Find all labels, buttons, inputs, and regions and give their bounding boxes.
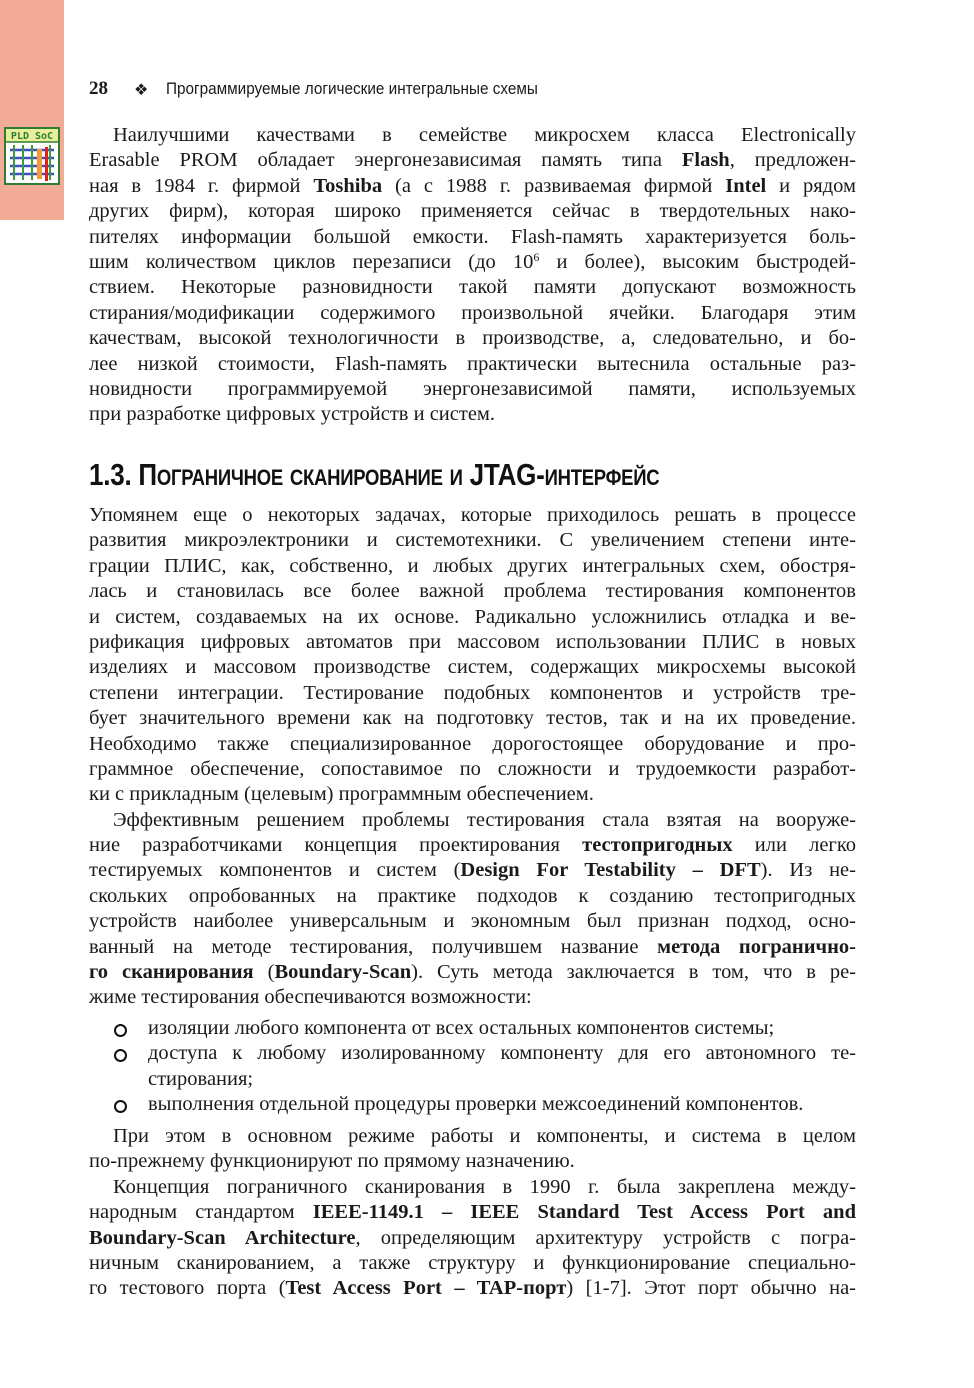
text-run: и систем, создаваемых на их основе. Радикально усложнились отладка и ве- xyxy=(89,605,856,628)
text-line xyxy=(89,782,856,807)
text-run: При этом в основном режиме работы и компоненты, и система в целом xyxy=(113,1125,856,1147)
text-run: ная в 1984 г. фирмой xyxy=(89,174,314,197)
text-line xyxy=(89,123,856,148)
text-run: устройств наиболее универсальным и экономным был признан подход, осно- xyxy=(89,910,856,933)
text-run: , определяющим архитектуру устройств с погра- xyxy=(355,1226,856,1249)
text-run: новидности программируемой энергонезависимой памяти, используемых xyxy=(89,377,856,400)
text-run: ствием. Некоторые разновидности такой памяти допускают возможность xyxy=(89,276,856,299)
text-run: развития микроэлектроники и системотехники. С увеличением степени инте- xyxy=(89,529,856,552)
text-run: ) [1-7]. Этот порт обычно на- xyxy=(566,1277,857,1300)
text-line xyxy=(89,1226,856,1251)
text-line xyxy=(89,579,856,604)
text-line xyxy=(89,554,856,579)
text-run: (а с 1988 г. развиваемая фирмой xyxy=(382,174,726,197)
text-line xyxy=(89,808,856,833)
text-run: граммное обеспечение, сопоставимое по сложности и трудоемкости разработ- xyxy=(89,757,856,780)
bold-term: Intel xyxy=(725,174,767,197)
bold-term: Flash xyxy=(681,149,730,172)
text-line xyxy=(89,935,856,960)
superscript: 6 xyxy=(533,249,540,264)
paragraph xyxy=(89,503,856,808)
text-run: Наилучшими качествами в семействе микросхем класса Electronically xyxy=(113,124,856,146)
text-run: рификация цифровых автоматов при массовом использовании ПЛИС в новых xyxy=(89,630,856,653)
bold-term: Design For Testability – DFT xyxy=(460,859,761,882)
text-line xyxy=(89,250,856,275)
text-line xyxy=(89,1251,856,1276)
text-run: или легко xyxy=(732,834,857,857)
text-line xyxy=(89,605,856,630)
text-line xyxy=(89,377,856,402)
text-line xyxy=(89,655,856,680)
text-line xyxy=(89,757,856,782)
text-line xyxy=(89,301,856,326)
text-line xyxy=(89,148,856,173)
text-run: и более), высоким быстродей- xyxy=(539,250,856,273)
text-run: народным стандартом xyxy=(89,1201,313,1224)
text-run: ). Суть метода заключается в том, что в ре- xyxy=(411,961,856,984)
text-line xyxy=(89,503,856,528)
text-run: Упомянем еще о некоторых задачах, которые приходилось решать в процессе xyxy=(89,504,856,526)
text-line xyxy=(89,833,856,858)
text-line: изоляции любого компонента от всех остальных компонентов системы; xyxy=(148,1017,775,1039)
bold-term: IEEE-1149.1 – IEEE Standard Test Access Port and xyxy=(312,1201,856,1224)
text-run: при разработке цифровых устройств и систем. xyxy=(89,403,496,426)
text-run: Erasable PROM обладает энергонезависимая память типа xyxy=(89,149,682,172)
text-line xyxy=(89,732,856,757)
text-run: ние разработчиками концепция проектирования xyxy=(89,834,583,857)
text-run: Концепция пограничного сканирования в 1990 г. была закреплена между- xyxy=(113,1175,856,1198)
list-item xyxy=(89,1092,856,1117)
bullet-list xyxy=(89,1016,856,1118)
text-line: доступа к любому изолированному компоненту для его автономного те- xyxy=(148,1042,856,1065)
text-run: бует значительного времени как на подготовку тестов, так и на их проведение. xyxy=(89,707,856,730)
text-run: , предложен- xyxy=(729,149,856,172)
list-item xyxy=(89,1041,856,1092)
text-block-middle xyxy=(89,503,856,1011)
running-title: Программируемые логические интегральные схемы xyxy=(166,79,539,98)
circle-bullet-icon xyxy=(114,1049,127,1062)
paragraph xyxy=(89,1124,856,1175)
text-run: ничным сканированием, а также структуру и функционирование специально- xyxy=(89,1251,856,1274)
text-line xyxy=(89,174,856,199)
paragraph xyxy=(89,123,856,428)
text-line xyxy=(89,199,856,224)
text-line: стирования; xyxy=(148,1067,254,1090)
text-line xyxy=(89,960,856,985)
text-line xyxy=(89,1276,856,1301)
text-line xyxy=(89,225,856,250)
text-run: лее низкой стоимости, Flash-память практически вытеснила остальные раз- xyxy=(89,352,856,375)
text-run: Эффективным решением проблемы тестирования стала взятая на вооруже- xyxy=(113,808,856,831)
text-line xyxy=(89,528,856,553)
text-run: ки с прикладным (целевым) программным обеспечением. xyxy=(89,783,594,806)
text-block-bottom xyxy=(89,1124,856,1302)
text-block-top xyxy=(89,123,856,428)
text-line xyxy=(89,326,856,351)
chapter-color-band xyxy=(0,0,64,220)
text-line: выполнения отдельной процедуры проверки межсоединений компонентов. xyxy=(148,1093,804,1116)
text-line xyxy=(89,706,856,731)
text-line xyxy=(89,1124,856,1149)
text-run: грации ПЛИС, как, собственно, и любых других интегральных схем, обостря- xyxy=(89,554,856,577)
text-run: степени интеграции. Тестирование подобных компонентов и устройств тре- xyxy=(89,681,856,704)
text-line xyxy=(89,1175,856,1200)
text-run: и рядом xyxy=(766,174,856,197)
text-line xyxy=(89,1149,856,1174)
text-run: тестируемых компонентов и систем ( xyxy=(89,859,461,882)
text-run: по-прежнему функционируют по прямому назначению. xyxy=(89,1150,575,1173)
text-run: других фирм), которая широко применяется сейчас в твердотельных нако- xyxy=(89,200,856,223)
text-run: ). Из не- xyxy=(760,859,856,882)
svg-text:PLD SoC: PLD SoC xyxy=(10,131,54,142)
text-run: скольких опробованных на практике подходов к созданию тестопригодных xyxy=(89,884,856,907)
page-number: 28 xyxy=(89,78,108,99)
bold-term: Boundary-Scan Architecture xyxy=(89,1226,356,1249)
ornament-icon: ❖ xyxy=(134,79,149,99)
running-header xyxy=(89,76,580,102)
text-run: Необходимо также специализированное дорогостоящее оборудование и про- xyxy=(89,732,856,755)
section-heading: 1.3. Пограничное сканирование и JTAG-интерфейс xyxy=(89,457,660,492)
text-run: ( xyxy=(253,961,275,984)
text-line xyxy=(89,1200,856,1225)
text-run: пителях информации большой емкости. Flash-память характеризуется боль- xyxy=(89,225,856,248)
pld-soc-logo xyxy=(4,127,60,185)
circle-bullet-icon xyxy=(114,1024,127,1037)
text-line xyxy=(89,352,856,377)
bold-term: метода погранично- xyxy=(657,935,856,958)
paragraph xyxy=(89,1175,856,1302)
text-line xyxy=(89,275,856,300)
text-line xyxy=(89,630,856,655)
text-run: качествам, высокой технологичности в производстве, а, следовательно, и бо- xyxy=(89,327,856,350)
text-run: стирания/модификации содержимого произвольной ячейки. Благодаря этим xyxy=(89,301,856,324)
text-line xyxy=(89,402,856,427)
text-run: жиме тестирования обеспечиваются возможности: xyxy=(89,986,532,1009)
text-run: изделиях и массовом производстве систем, содержащих микросхемы высокой xyxy=(89,656,856,679)
text-run: го тестового порта ( xyxy=(89,1277,286,1300)
list-item xyxy=(89,1016,856,1041)
text-line xyxy=(89,858,856,883)
paragraph xyxy=(89,808,856,1011)
text-run: ванный на методе тестирования, получившем название xyxy=(89,935,658,958)
circle-bullet-icon xyxy=(114,1100,127,1113)
text-line xyxy=(89,681,856,706)
bold-term: Toshiba xyxy=(313,174,383,197)
text-line xyxy=(89,884,856,909)
bold-term: Test Access Port – TAP-порт xyxy=(285,1277,567,1300)
text-run: шим количеством циклов перезаписи (до 10 xyxy=(89,250,534,273)
text-run: лась и становилась все более важной проблема тестирования компонентов xyxy=(89,580,856,603)
text-line xyxy=(89,985,856,1010)
bold-term: го сканирования xyxy=(89,961,254,984)
bold-term: Boundary-Scan xyxy=(274,961,412,984)
bold-term: тестопригодных xyxy=(582,834,733,857)
text-line xyxy=(89,909,856,934)
